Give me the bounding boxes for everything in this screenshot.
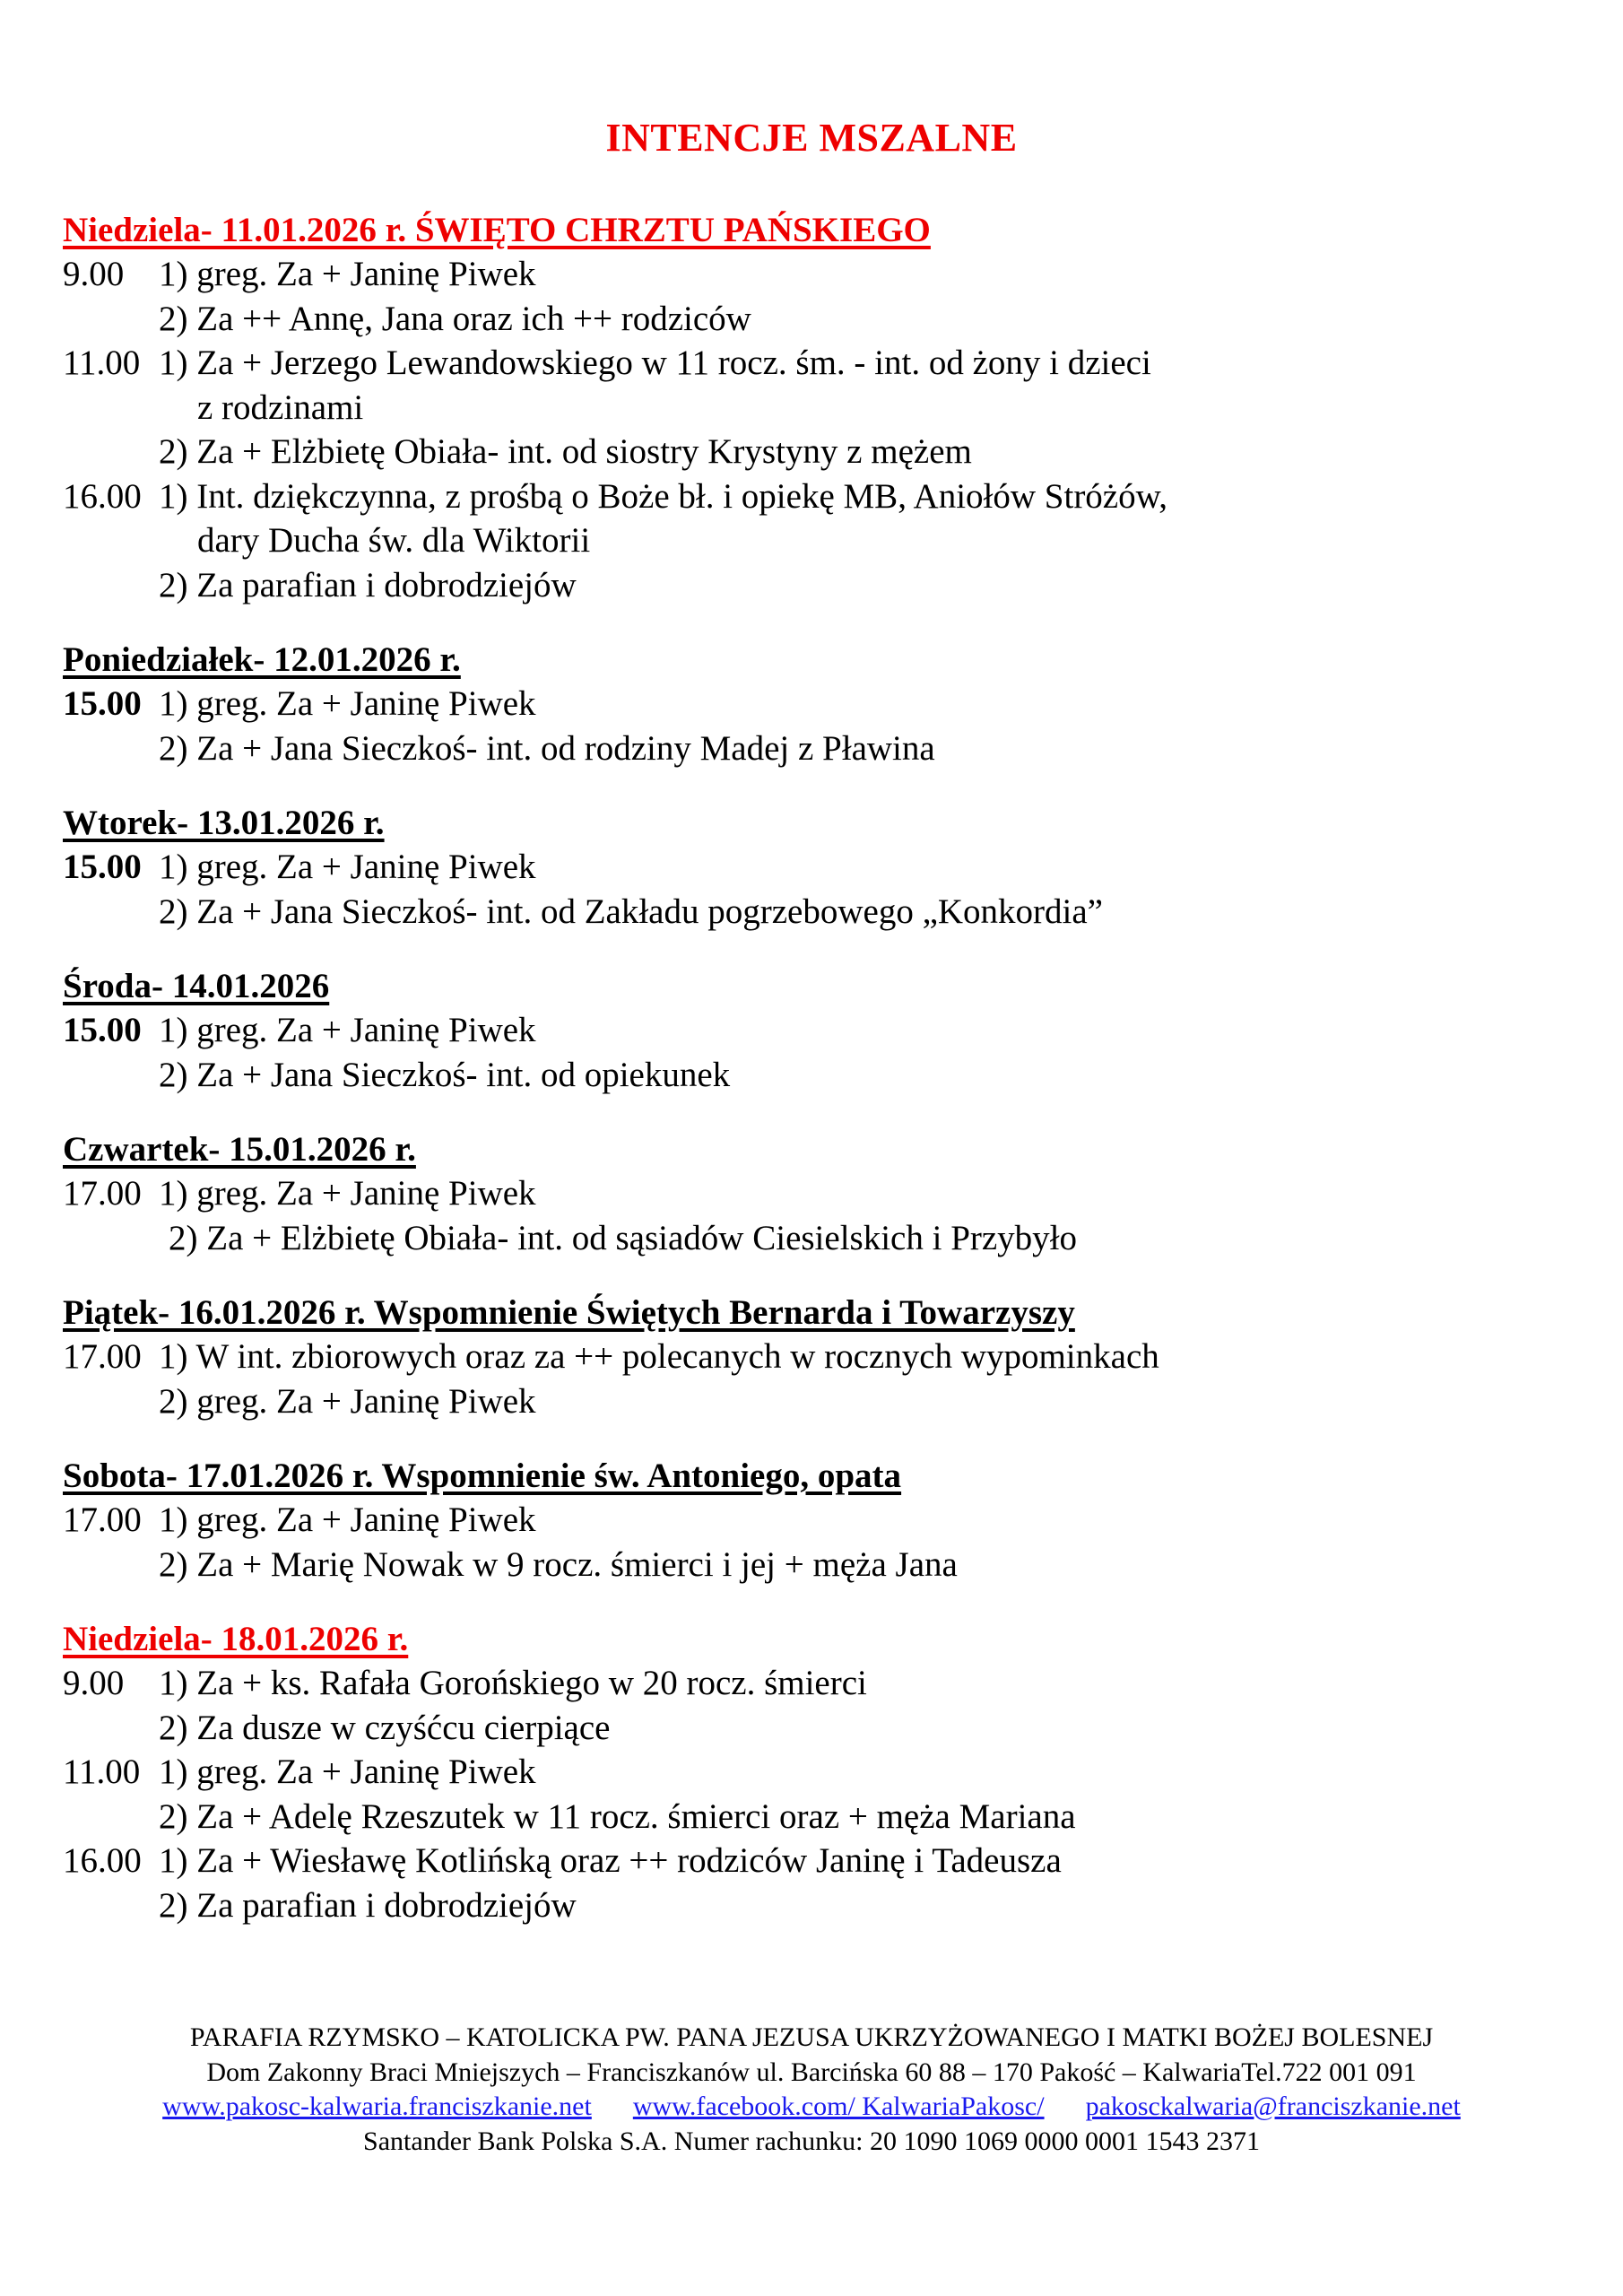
intention-line — [63, 474, 1587, 519]
mass-time: 17.00 — [63, 1174, 142, 1213]
day-section — [63, 1454, 1587, 1587]
intention-text: Za + Wiesławę Kotlińską oraz ++ rodziców Janinę i Tadeusza — [196, 1841, 1062, 1880]
mass-time: 15.00 — [63, 848, 142, 886]
day-section — [63, 1617, 1587, 1927]
intention-number: 2) — [159, 1055, 188, 1094]
intention-line — [63, 1750, 1587, 1795]
intention-number: 2) — [159, 1885, 188, 1925]
intention-continuation: dary Ducha św. dla Wiktorii — [197, 521, 591, 560]
parish-footer — [0, 2021, 1623, 2159]
day-heading-text: Środa- 14.01.2026 — [63, 967, 330, 1005]
intention-number: 2) — [159, 1381, 188, 1421]
intention-line — [63, 1498, 1587, 1543]
intention-number: 1) — [159, 1337, 188, 1376]
day-heading — [63, 964, 1587, 1008]
intention-number: 1) — [159, 848, 188, 886]
intention-line — [63, 386, 1587, 430]
intention-text: Za + Jana Sieczkoś- int. od Zakładu pogrzebowego „Konkordia” — [196, 891, 1103, 931]
intention-text: greg. Za + Janinę Piwek — [196, 848, 536, 886]
facebook-link[interactable]: www.facebook.com/ KalwariaPakosc/ — [632, 2092, 1045, 2121]
bank-account: Santander Bank Polska S.A. Numer rachunku: 20 1090 1069 0000 0001 1543 2371 — [363, 2126, 1260, 2156]
mass-time: 9.00 — [63, 255, 125, 293]
day-heading-text: Niedziela- 18.01.2026 r. — [63, 1620, 409, 1658]
day-heading — [63, 1291, 1587, 1335]
intention-number: 1) — [159, 1664, 188, 1702]
day-section — [63, 638, 1587, 770]
intention-text: greg. Za + Janinę Piwek — [196, 1500, 536, 1539]
day-heading-text: Poniedziałek- 12.01.2026 r. — [63, 640, 461, 679]
intention-line — [63, 297, 1587, 342]
intention-number: 1) — [159, 344, 188, 382]
day-heading-text: Wtorek- 13.01.2026 r. — [63, 804, 385, 842]
mass-time: 15.00 — [63, 684, 142, 723]
intention-text: Za + Jana Sieczkoś- int. od opiekunek — [196, 1055, 731, 1094]
intention-number: 2) — [159, 565, 188, 604]
mass-time: 16.00 — [63, 476, 142, 516]
intention-line — [63, 430, 1587, 474]
intention-text: Za parafian i dobrodziejów — [196, 1885, 577, 1925]
day-section — [63, 1127, 1587, 1260]
intention-line — [63, 1839, 1587, 1883]
intention-number: 1) — [159, 476, 188, 516]
intention-text: W int. zbiorowych oraz za ++ polecanych w rocznych wypominkach — [195, 1337, 1159, 1376]
intention-text: greg. Za + Janinę Piwek — [196, 1174, 536, 1213]
mass-time: 17.00 — [63, 1500, 142, 1539]
intention-line — [63, 1883, 1587, 1928]
mass-intentions-list — [63, 208, 1587, 1927]
intention-line — [63, 341, 1587, 386]
day-section — [63, 1291, 1587, 1423]
intention-line — [63, 682, 1587, 726]
intention-number: 2) — [159, 1796, 188, 1836]
intention-text: Za + Elżbietę Obiała- int. od siostry Krystyny z mężem — [196, 432, 972, 471]
intention-number: 2) — [169, 1218, 198, 1257]
intention-line — [63, 1706, 1587, 1751]
day-heading-text: Piątek- 16.01.2026 r. Wspomnienie Świętych Bernarda i Towarzyszy — [63, 1293, 1075, 1332]
mass-time: 16.00 — [63, 1841, 142, 1880]
intention-number: 1) — [159, 1011, 188, 1049]
intention-line — [63, 1216, 1587, 1261]
intention-text: Za + ks. Rafała Gorońskiego w 20 rocz. śmierci — [196, 1664, 867, 1702]
intention-text: Int. dziękczynna, z prośbą o Boże bł. i opiekę MB, Aniołów Stróżów, — [196, 476, 1167, 516]
intention-line — [63, 1379, 1587, 1424]
mass-time: 11.00 — [63, 1752, 141, 1791]
day-heading-text: Sobota- 17.01.2026 r. Wspomnienie św. Antoniego, opata — [63, 1457, 902, 1495]
intention-text: Za + Jerzego Lewandowskiego w 11 rocz. śm. - int. od żony i dzieci — [196, 344, 1151, 382]
intention-text: greg. Za + Janinę Piwek — [196, 684, 536, 723]
intention-line — [63, 1335, 1587, 1379]
day-heading — [63, 638, 1587, 682]
intention-number: 2) — [159, 432, 188, 471]
day-heading-text: Czwartek- 15.01.2026 r. — [63, 1130, 416, 1169]
day-section — [63, 208, 1587, 607]
day-heading — [63, 208, 1587, 252]
intention-line — [63, 845, 1587, 890]
intention-text: Za + Adelę Rzeszutek w 11 rocz. śmierci oraz + męża Mariana — [196, 1796, 1076, 1836]
intention-line — [63, 1661, 1587, 1706]
intention-text: Za parafian i dobrodziejów — [196, 565, 577, 604]
intention-number: 2) — [159, 299, 188, 338]
mass-time: 9.00 — [63, 1664, 125, 1702]
day-heading — [63, 1617, 1587, 1661]
intention-line — [63, 1053, 1587, 1098]
intention-line — [63, 726, 1587, 771]
website-link[interactable]: www.pakosc-kalwaria.franciszkanie.net — [162, 2092, 592, 2121]
intention-line — [63, 518, 1587, 563]
mass-time: 11.00 — [63, 344, 141, 382]
intention-line — [63, 890, 1587, 935]
intention-number: 1) — [159, 684, 188, 723]
intention-text: Za + Jana Sieczkoś- int. od rodziny Madej z Pławina — [196, 728, 935, 768]
intention-number: 1) — [159, 1752, 188, 1791]
mass-time: 17.00 — [63, 1337, 142, 1376]
intention-number: 1) — [159, 1174, 188, 1213]
intention-number: 1) — [159, 1841, 188, 1880]
intention-line — [63, 252, 1587, 297]
intention-text: greg. Za + Janinę Piwek — [196, 1011, 536, 1049]
mass-time: 15.00 — [63, 1011, 142, 1049]
day-section — [63, 801, 1587, 934]
intention-number: 2) — [159, 728, 188, 768]
intention-number: 2) — [159, 1544, 188, 1584]
intention-line — [63, 1543, 1587, 1587]
parish-name: PARAFIA RZYMSKO – KATOLICKA PW. PANA JEZUSA UKRZYŻOWANEGO I MATKI BOŻEJ BOLESNEJ — [189, 2022, 1434, 2052]
email-link[interactable]: pakosckalwaria@franciszkanie.net — [1085, 2092, 1461, 2121]
day-section — [63, 964, 1587, 1097]
intention-text: greg. Za + Janinę Piwek — [196, 1381, 536, 1421]
intention-number: 2) — [159, 1708, 188, 1747]
intention-text: Za ++ Annę, Jana oraz ich ++ rodziców — [196, 299, 751, 338]
parish-address: Dom Zakonny Braci Mniejszych – Franciszkanów ul. Barcińska 60 88 – 170 Pakość – KalwariaTel.722 001 091 — [206, 2057, 1417, 2087]
day-heading — [63, 801, 1587, 845]
intention-text: greg. Za + Janinę Piwek — [196, 255, 536, 293]
day-heading — [63, 1127, 1587, 1171]
intention-text: greg. Za + Janinę Piwek — [196, 1752, 536, 1791]
intention-number: 1) — [159, 1500, 188, 1539]
day-heading-text: Niedziela- 11.01.2026 r. ŚWIĘTO CHRZTU PAŃSKIEGO — [63, 211, 931, 249]
intention-line — [63, 1795, 1587, 1839]
intention-line — [63, 563, 1587, 608]
intention-continuation: z rodzinami — [197, 387, 364, 427]
intention-text: Za + Marię Nowak w 9 rocz. śmierci i jej + męża Jana — [196, 1544, 958, 1584]
intention-text: Za dusze w czyśćcu cierpiące — [196, 1708, 611, 1747]
page-title: INTENCJE MSZALNE — [605, 116, 1018, 160]
intention-line — [63, 1171, 1587, 1216]
intention-number: 2) — [159, 891, 188, 931]
day-heading — [63, 1454, 1587, 1498]
intention-number: 1) — [159, 255, 188, 293]
intention-text: Za + Elżbietę Obiała- int. od sąsiadów Ciesielskich i Przybyło — [206, 1218, 1078, 1257]
intention-line — [63, 1008, 1587, 1053]
footer-links — [0, 2090, 1623, 2125]
